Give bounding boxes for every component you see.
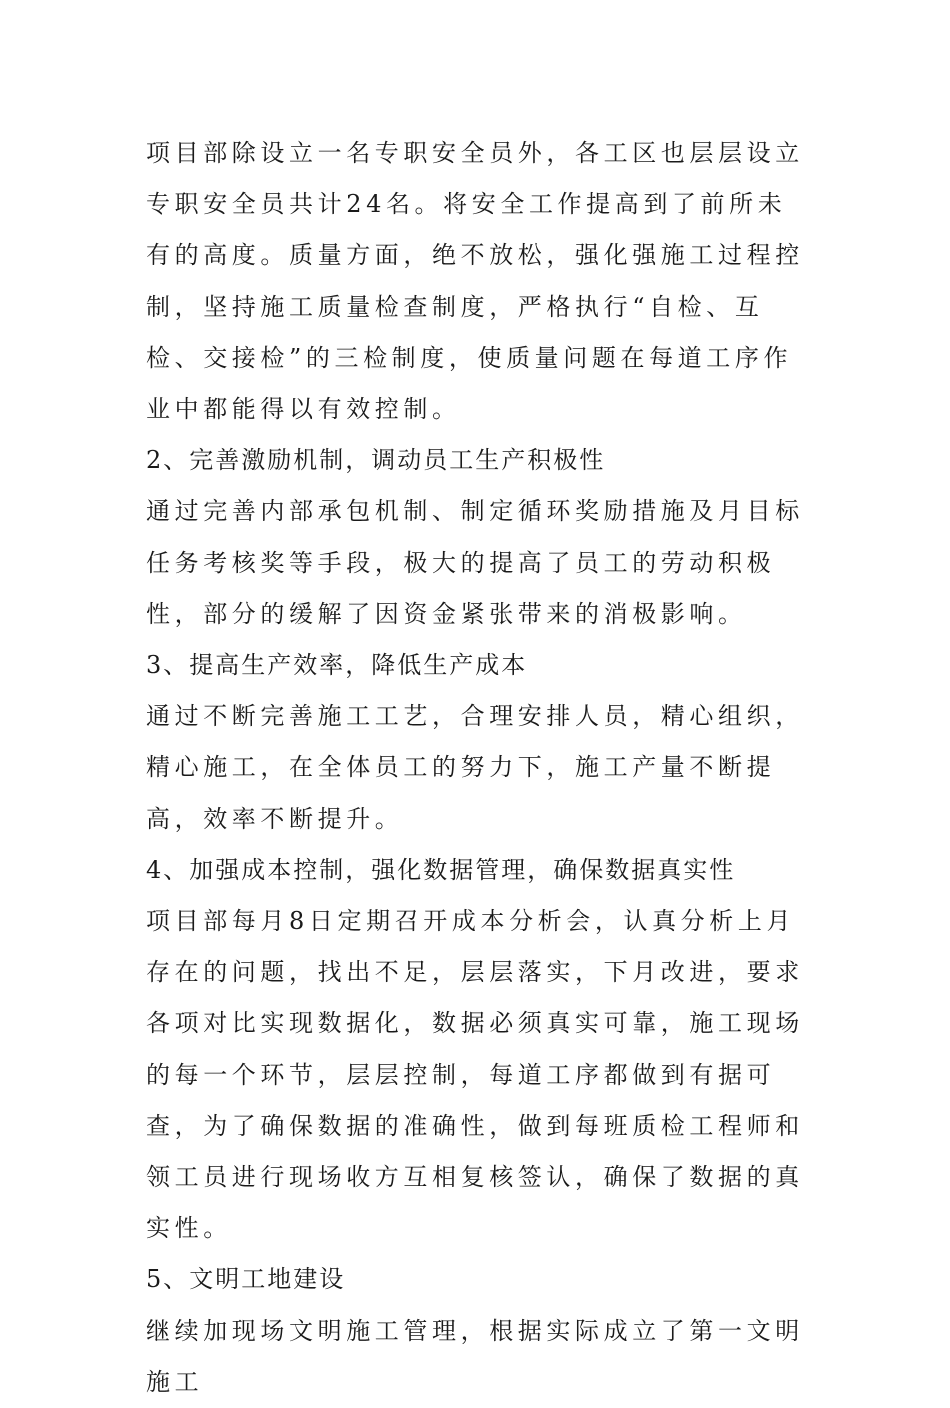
- section-heading-civilized-site: 5、文明工地建设: [146, 1265, 346, 1294]
- section-heading-cost-control: 4、加强成本控制，强化数据管理，确保数据真实性: [146, 855, 736, 884]
- section-heading-incentive: 2、完善激励机制，调动员工生产积极性: [146, 446, 606, 475]
- paragraph-civilized-site: 继续加现场文明施工管理，根据实际成立了第一文明施工: [146, 1316, 804, 1396]
- section-heading-efficiency: 3、提高生产效率，降低生产成本: [146, 651, 528, 680]
- paragraph-safety-quality: 项目部除设立一名专职安全员外，各工区也层层设立专职安全员共计24名。将安全工作提高到了前所未有的高度。质量方面，绝不放松，强化强施工过程控制，坚持施工质量检查制度，严格执行“自检、互检、交接检”的三检制度，使质量问题在每道工序作业中都能得以有效控制。: [146, 139, 804, 424]
- document-body: [146, 128, 810, 1408]
- paragraph-cost-control: 项目部每月8日定期召开成本分析会，认真分析上月存在的问题，找出不足，层层落实，下月改进，要求各项对比实现数据化，数据必须真实可靠，施工现场的每一个环节，层层控制，每道工序都做到有据可查，为了确保数据的准确性，做到每班质检工程师和领工员进行现场收方互相复核签认，确保了数据的真实性。: [146, 907, 804, 1243]
- paragraph-incentive: 通过完善内部承包机制、制定循环奖励措施及月目标任务考核奖等手段，极大的提高了员工的劳动积极性，部分的缓解了因资金紧张带来的消极影响。: [146, 497, 804, 628]
- paragraph-efficiency: 通过不断完善施工工艺，合理安排人员，精心组织，精心施工，在全体员工的努力下，施工产量不断提高，效率不断提升。: [146, 702, 804, 833]
